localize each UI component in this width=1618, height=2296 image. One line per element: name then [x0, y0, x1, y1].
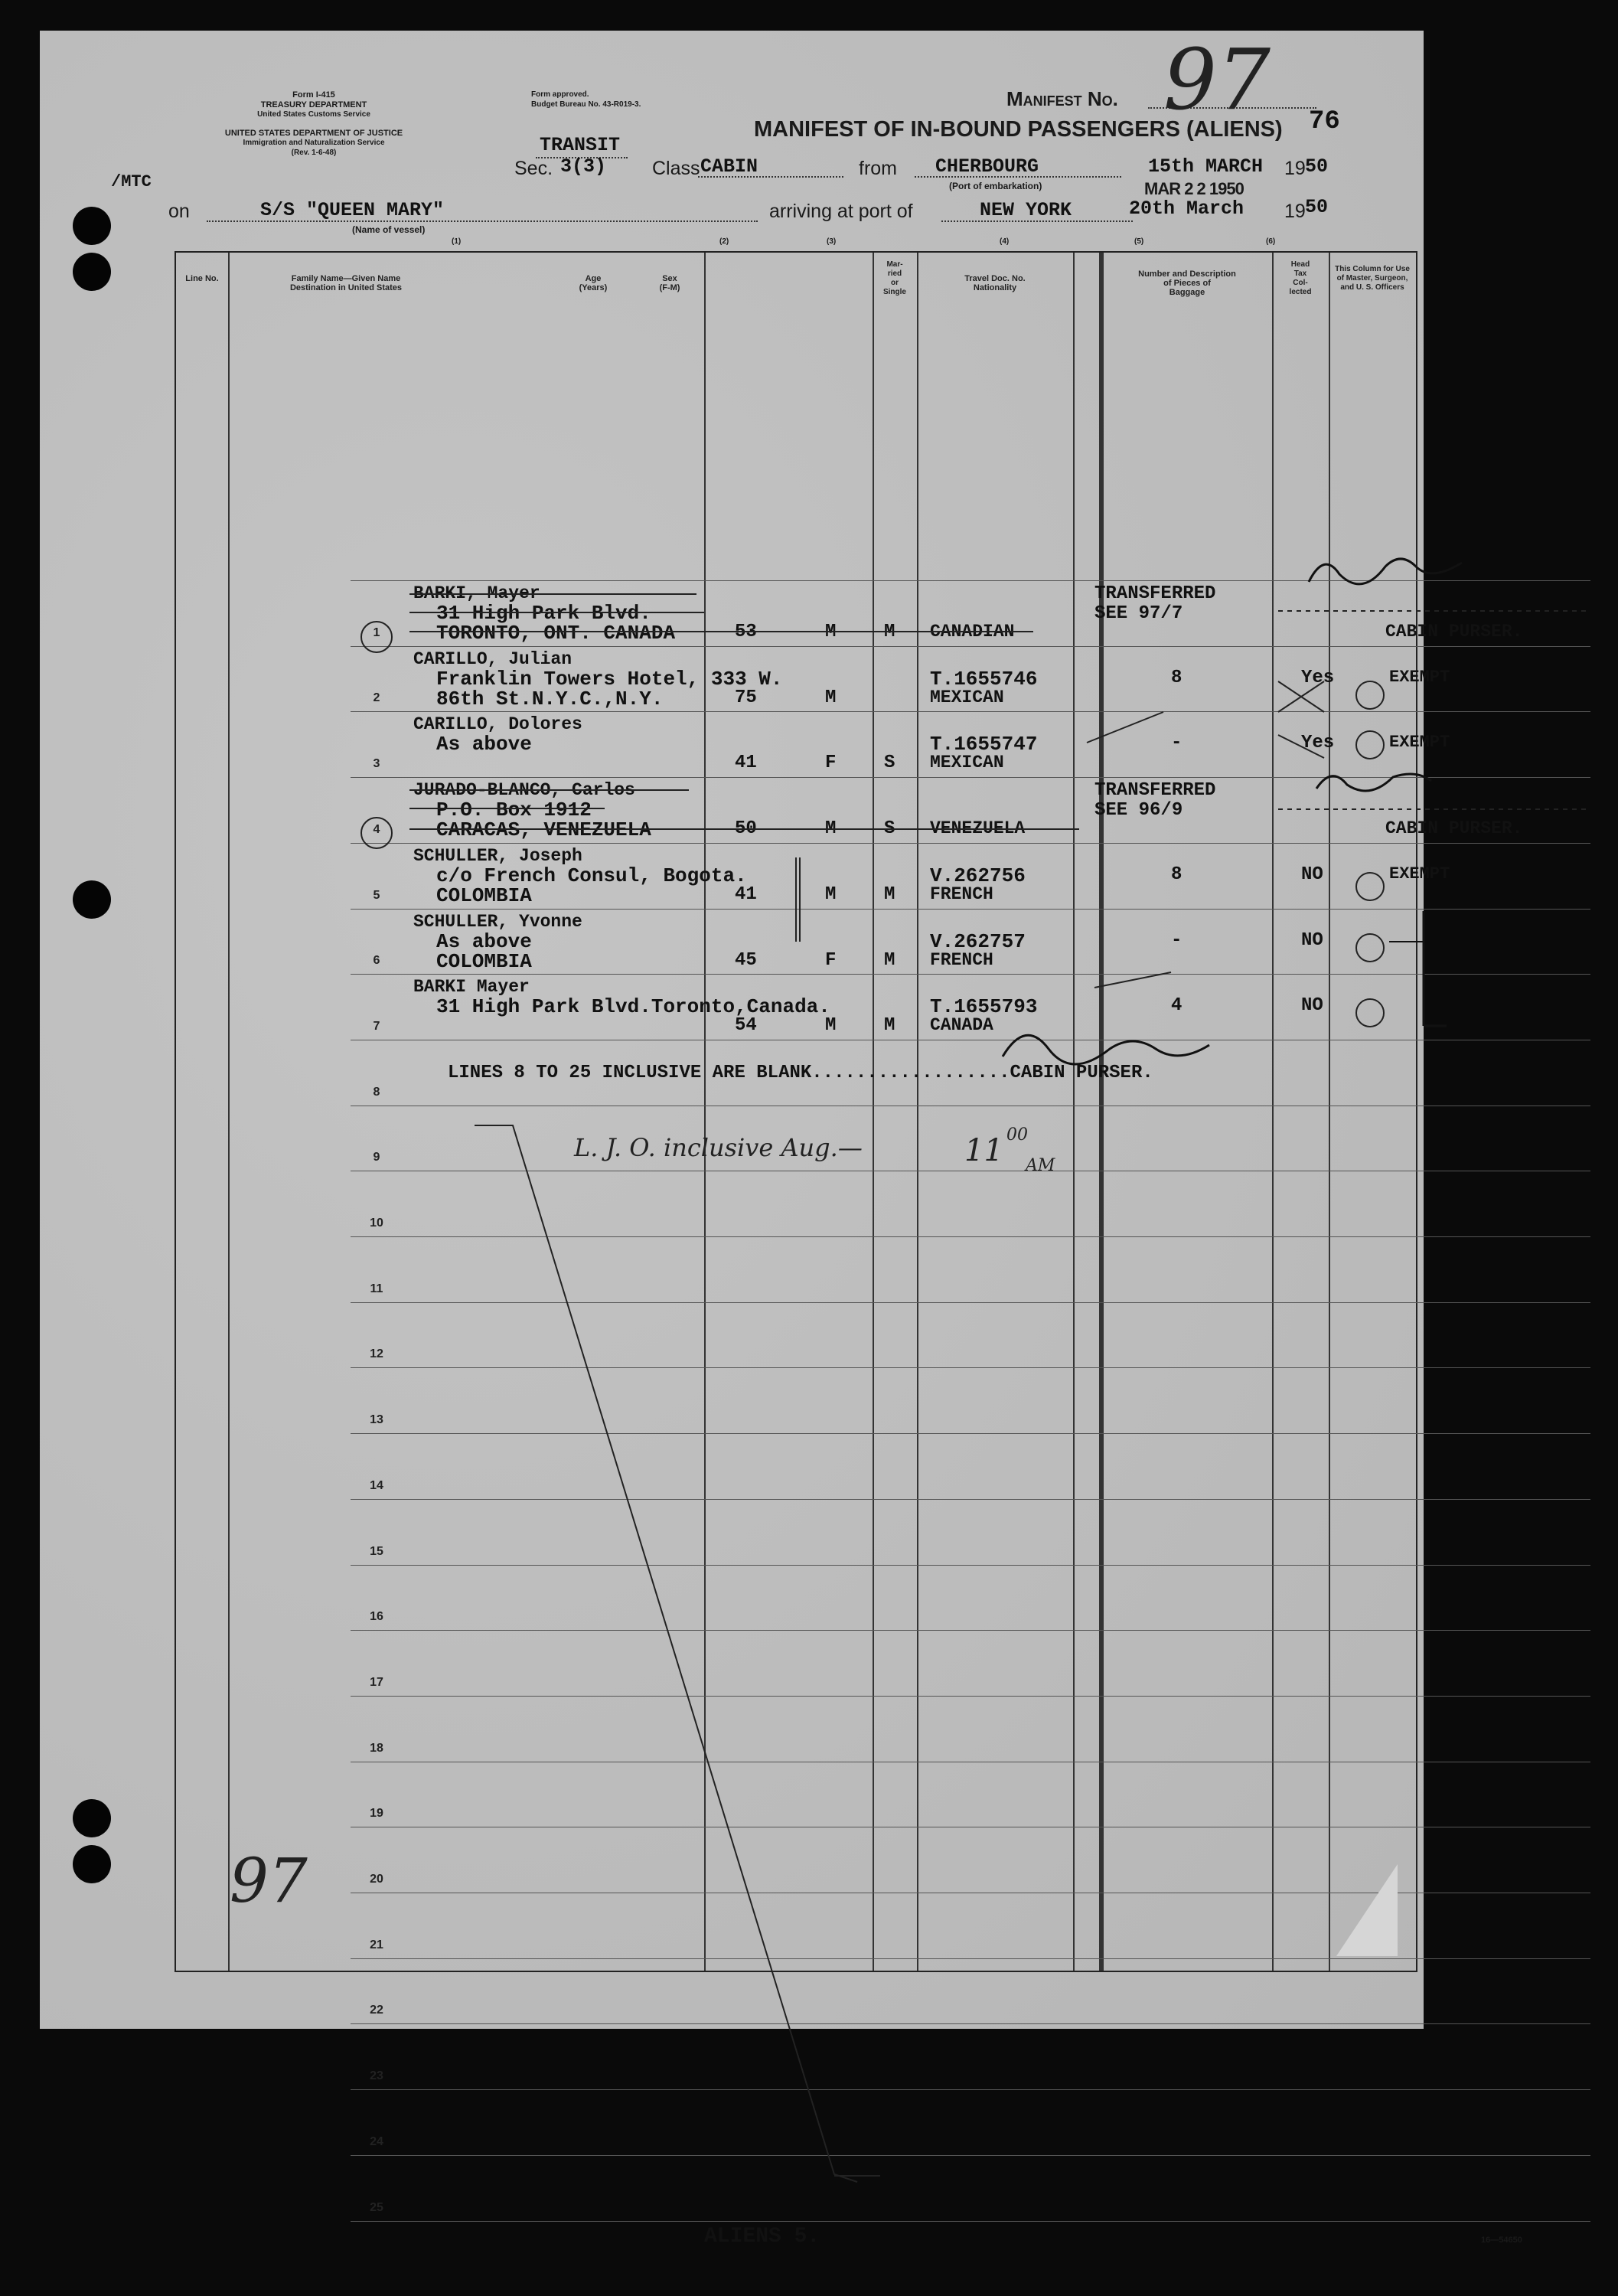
col-num-2: (2)	[719, 237, 729, 246]
col-header-married: Mar- ried or Single	[882, 260, 906, 296]
form-revision: (Rev. 1-6-48)	[291, 149, 337, 157]
row-use: EXEMPT	[1389, 733, 1450, 753]
row-dest1: P.O. Box 1912	[436, 799, 592, 822]
row-doc: V.262756	[930, 864, 1026, 887]
dept-customs: United States Customs Service	[257, 110, 370, 119]
row-sex: M	[825, 687, 837, 708]
col-num-5: (5)	[1134, 237, 1144, 246]
row-name: SCHULLER, Joseph	[413, 845, 582, 866]
row-bag2: SEE 97/7	[1094, 603, 1183, 624]
arrival-date: 20th March	[1129, 198, 1244, 220]
row-mar: M	[884, 883, 895, 905]
row-tax: NO	[1301, 864, 1323, 885]
line-number: 19	[370, 1807, 383, 1821]
blank-lines-note: LINES 8 TO 25 INCLUSIVE ARE BLANK..................CABIN PURSER.	[448, 1063, 1153, 1083]
row-tax: NO	[1301, 929, 1323, 951]
punch-hole	[73, 1845, 111, 1883]
row-name: BARKI Mayer	[413, 977, 530, 998]
class-label: Class	[652, 158, 700, 179]
row-mar: M	[884, 1015, 895, 1037]
col-header-baggage: Number and Description of Pieces of Baggage	[1138, 269, 1236, 297]
row-dest1: As above	[436, 929, 532, 953]
vessel-caption: (Name of vessel)	[352, 224, 426, 235]
line-number: 6	[373, 954, 380, 968]
line-number: 23	[370, 2069, 383, 2083]
dept-justice: UNITED STATES DEPARTMENT OF JUSTICE	[224, 129, 403, 138]
col-header-age: Age (Years)	[579, 274, 608, 292]
row-dest2: COLOMBIA	[436, 949, 532, 973]
line-number: 22	[370, 2004, 383, 2017]
footer-aliens: ALIENS 5.	[704, 2225, 820, 2249]
row-dest1: c/o French Consul, Bogota.	[436, 864, 747, 887]
row-nat: FRENCH	[930, 949, 993, 970]
col-num-6: (6)	[1266, 237, 1276, 246]
line-number: 11	[370, 1282, 383, 1295]
col-header-officers: This Column for Use of Master, Surgeon, and U. S. Officers	[1335, 265, 1410, 292]
row-bag2: SEE 96/9	[1094, 800, 1183, 821]
row-age: 54	[735, 1015, 757, 1037]
row-doc: T.1655747	[930, 733, 1038, 756]
departure-year: 50	[1305, 155, 1329, 178]
row-tax: Yes	[1301, 733, 1335, 754]
line-number: 14	[370, 1478, 383, 1492]
row-bag1: 4	[1171, 995, 1183, 1017]
line-number: 21	[370, 1938, 383, 1951]
handwritten-time-min: 00	[1006, 1125, 1028, 1145]
passenger-table	[175, 251, 1523, 2249]
handwritten-note: L. J. O. inclusive Aug.—	[574, 1133, 863, 1162]
row-name: JURADO-BLANCO, Carlos	[413, 780, 635, 801]
row-mar: S	[884, 753, 895, 774]
row-sex: M	[825, 1015, 837, 1037]
row-dest1: 31 High Park Blvd.Toronto,Canada.	[436, 995, 830, 1019]
line-number: 4	[373, 822, 380, 836]
col-header-headtax: Head Tax Col- lected	[1289, 260, 1312, 296]
line-number: 17	[370, 1675, 383, 1689]
row-bag1: 8	[1171, 667, 1183, 688]
row-sex: F	[825, 949, 837, 971]
row-age: 41	[735, 883, 757, 905]
line-number: 1	[373, 625, 380, 639]
row-bag1: TRANSFERRED	[1094, 583, 1216, 604]
line-number: 7	[373, 1019, 380, 1033]
row-age: 45	[735, 949, 757, 971]
line-number: 10	[370, 1217, 383, 1230]
row-sex: M	[825, 622, 837, 642]
line-number: 25	[370, 2200, 383, 2214]
arrival-year-prefix: 19	[1284, 201, 1306, 222]
row-name: BARKI, Mayer	[413, 583, 540, 603]
col-header-line: Line No.	[185, 274, 219, 283]
dept-ins: Immigration and Naturalization Service	[243, 139, 385, 147]
col-num-3: (3)	[827, 237, 837, 246]
row-mar: M	[884, 622, 895, 642]
col-num-4: (4)	[1000, 237, 1010, 246]
row-dest2: CARACAS, VENEZUELA	[436, 818, 651, 842]
row-dest2: 86th St.N.Y.C.,N.Y.	[436, 687, 664, 710]
row-nat: CANADIAN	[930, 622, 1015, 642]
row-dest2: COLOMBIA	[436, 883, 532, 907]
row-age: 41	[735, 753, 757, 774]
handwritten-side-no: 97	[230, 1845, 308, 1916]
row-nat: VENEZUELA	[930, 818, 1026, 839]
transit-label: TRANSIT	[540, 134, 621, 156]
row-nat: FRENCH	[930, 883, 993, 904]
vessel-name: S/S "QUEEN MARY"	[260, 199, 445, 221]
row-bag1: 8	[1171, 864, 1183, 885]
handwritten-manifest-no: 97	[1163, 31, 1271, 129]
line-number: 2	[373, 691, 380, 705]
line-number: 24	[370, 2134, 383, 2148]
col-header-doc: Travel Doc. No. Nationality	[964, 274, 1026, 292]
sec-label: Sec.	[514, 158, 553, 179]
row-use: EXEMPT	[1389, 667, 1450, 687]
row-nat: MEXICAN	[930, 753, 1004, 773]
punch-hole	[73, 880, 111, 919]
sec-value: 3(3)	[560, 155, 607, 178]
row-sex: M	[825, 883, 837, 905]
arrival-port: NEW YORK	[980, 199, 1072, 221]
line-number: 9	[373, 1151, 380, 1164]
row-tax: NO	[1301, 995, 1323, 1017]
row-dest1: 31 High Park Blvd.	[436, 602, 651, 625]
row-name: SCHULLER, Yvonne	[413, 911, 582, 932]
page-number: 76	[1309, 107, 1340, 136]
line-number: 18	[370, 1741, 383, 1755]
row-name: CARILLO, Dolores	[413, 714, 582, 735]
row-use: CABIN PURSER.	[1385, 622, 1523, 642]
line-number: 20	[370, 1873, 383, 1886]
row-dest1: Franklin Towers Hotel, 333 W.	[436, 667, 783, 691]
row-name: CARILLO, Julian	[413, 648, 572, 669]
row-doc: V.262757	[930, 929, 1026, 953]
from-label: from	[859, 158, 897, 179]
col-header-sex: Sex (F-M)	[659, 274, 680, 292]
row-bag1: -	[1171, 733, 1183, 754]
row-bag1: -	[1171, 929, 1183, 951]
row-age: 50	[735, 818, 757, 840]
port-embark-caption: (Port of embarkation)	[949, 181, 1042, 191]
line-number: 12	[370, 1347, 383, 1361]
row-age: 75	[735, 687, 757, 708]
class-value: CABIN	[700, 155, 758, 178]
departure-date: 15th MARCH	[1148, 155, 1264, 178]
line-number: 16	[370, 1610, 383, 1624]
punch-hole	[73, 1799, 111, 1837]
punch-hole	[73, 207, 111, 245]
row-doc: T.1655793	[930, 995, 1038, 1019]
dept-treasury: TREASURY DEPARTMENT	[260, 100, 367, 109]
row-tax: Yes	[1301, 667, 1335, 688]
form-code: 16—54650	[1481, 2236, 1522, 2245]
page-title: MANIFEST OF IN-BOUND PASSENGERS (ALIENS)	[754, 117, 1283, 142]
mtc-mark: /MTC	[111, 172, 152, 191]
date-stamp: MAR 2 2 1950	[1144, 179, 1244, 198]
row-dest1: As above	[436, 733, 532, 756]
row-nat: MEXICAN	[930, 687, 1004, 707]
line-number: 8	[373, 1085, 380, 1099]
annotation-layer	[176, 253, 1618, 2296]
row-dest2: TORONTO, ONT. CANADA	[436, 622, 676, 645]
row-nat: CANADA	[930, 1015, 993, 1036]
line-number: 3	[373, 757, 380, 771]
on-label: on	[168, 201, 190, 222]
row-use: EXEMPT	[1389, 864, 1450, 883]
line-number: 13	[370, 1413, 383, 1427]
year-prefix: 19	[1284, 158, 1306, 179]
arrival-year: 50	[1305, 196, 1329, 218]
form-number: Form I-415	[292, 90, 335, 100]
manifest-label: Manifest No.	[1006, 87, 1118, 110]
from-value: CHERBOURG	[935, 155, 1039, 178]
line-number: 15	[370, 1544, 383, 1558]
row-bag1: TRANSFERRED	[1094, 780, 1216, 802]
form-approved: Form approved.	[531, 90, 589, 99]
row-mar: M	[884, 949, 895, 971]
row-sex: M	[825, 818, 837, 840]
row-doc: T.1655746	[930, 667, 1038, 691]
budget-bureau: Budget Bureau No. 43-R019-3.	[531, 100, 641, 109]
col-header-name: Family Name—Given Name Destination in United States	[289, 274, 403, 292]
row-mar: S	[884, 818, 895, 840]
punch-hole	[73, 253, 111, 291]
row-sex: F	[825, 753, 837, 774]
handwritten-time: 11	[964, 1133, 1003, 1168]
row-use: CABIN PURSER.	[1385, 818, 1523, 839]
col-num-1: (1)	[452, 237, 462, 246]
arriving-label: arriving at port of	[769, 201, 913, 222]
handwritten-ampm: AM	[1026, 1156, 1055, 1175]
row-age: 53	[735, 622, 757, 642]
line-number: 5	[373, 888, 380, 902]
